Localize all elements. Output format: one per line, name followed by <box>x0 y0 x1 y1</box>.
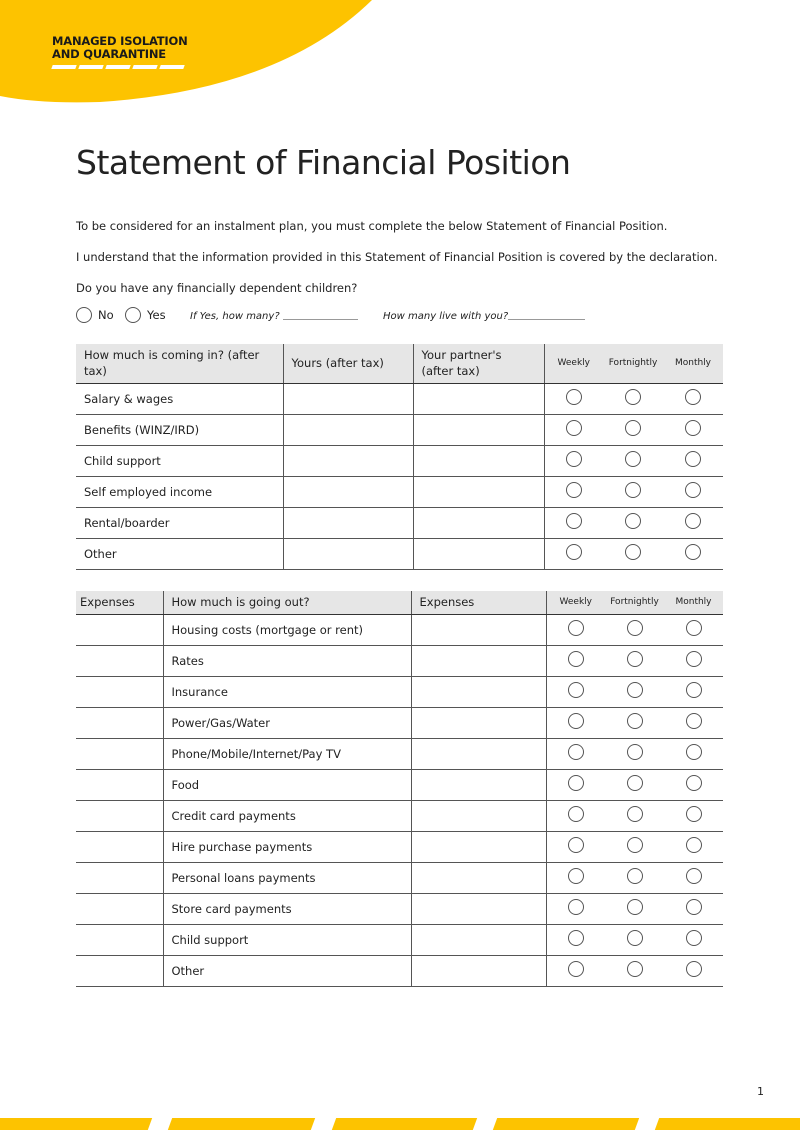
footer-stripe <box>168 1118 315 1130</box>
income-source-label: Salary & wages <box>76 383 283 414</box>
expense-fortnightly-radio[interactable] <box>627 806 643 822</box>
income-weekly-radio[interactable] <box>566 389 582 405</box>
footer-stripe <box>655 1118 800 1130</box>
expense-weekly-radio[interactable] <box>568 620 584 636</box>
fortnightly-cell <box>605 924 664 955</box>
expense-fortnightly-radio[interactable] <box>627 930 643 946</box>
expense-monthly-radio[interactable] <box>686 713 702 729</box>
expense-label: Other <box>163 955 411 986</box>
expense-row <box>76 862 723 893</box>
expense-category-input[interactable] <box>76 738 163 769</box>
monthly-cell <box>664 676 723 707</box>
radio-no[interactable] <box>76 307 92 323</box>
partner-amount-input[interactable] <box>413 414 544 445</box>
monthly-cell <box>664 955 723 986</box>
weekly-cell <box>546 924 605 955</box>
expense-monthly-radio[interactable] <box>686 651 702 667</box>
expense-weekly-radio[interactable] <box>568 930 584 946</box>
expense-monthly-radio[interactable] <box>686 961 702 977</box>
income-row <box>76 507 723 538</box>
income-monthly-radio[interactable] <box>685 482 701 498</box>
expense-weekly-radio[interactable] <box>568 806 584 822</box>
expenses-amount-header: Expenses <box>411 591 546 614</box>
income-row <box>76 414 723 445</box>
expense-category-input[interactable] <box>76 769 163 800</box>
expense-fortnightly-radio[interactable] <box>627 899 643 915</box>
radio-yes[interactable] <box>125 307 141 323</box>
income-row <box>76 383 723 414</box>
monthly-cell <box>663 538 723 569</box>
expense-row <box>76 800 723 831</box>
yours-amount-input[interactable] <box>283 538 413 569</box>
expense-fortnightly-radio[interactable] <box>627 868 643 884</box>
expense-weekly-radio[interactable] <box>568 775 584 791</box>
expense-row <box>76 738 723 769</box>
fortnightly-cell <box>605 645 664 676</box>
monthly-cell <box>664 924 723 955</box>
income-weekly-radio[interactable] <box>566 482 582 498</box>
partner-amount-input[interactable] <box>413 538 544 569</box>
expense-row <box>76 707 723 738</box>
fortnightly-cell <box>605 955 664 986</box>
expense-fortnightly-radio[interactable] <box>627 775 643 791</box>
monthly-cell <box>664 614 723 645</box>
expense-category-input[interactable] <box>76 924 163 955</box>
expense-amount-input[interactable] <box>411 955 546 986</box>
income-row <box>76 445 723 476</box>
income-fortnightly-radio[interactable] <box>625 389 641 405</box>
expense-label: Personal loans payments <box>163 862 411 893</box>
income-row <box>76 538 723 569</box>
expense-fortnightly-radio[interactable] <box>627 620 643 636</box>
weekly-cell <box>544 507 603 538</box>
fortnightly-cell <box>605 800 664 831</box>
fortnightly-cell <box>605 676 664 707</box>
fortnightly-cell <box>605 862 664 893</box>
income-source-label: Benefits (WINZ/IRD) <box>76 414 283 445</box>
expense-weekly-radio[interactable] <box>568 868 584 884</box>
fortnightly-col-header: Fortnightly <box>605 591 664 614</box>
income-monthly-radio[interactable] <box>685 544 701 560</box>
weekly-cell <box>546 676 605 707</box>
expense-label: Housing costs (mortgage or rent) <box>163 614 411 645</box>
expense-row <box>76 924 723 955</box>
monthly-cell <box>663 507 723 538</box>
income-source-label: Child support <box>76 445 283 476</box>
expense-label: Child support <box>163 924 411 955</box>
weekly-cell <box>546 707 605 738</box>
fortnightly-cell <box>605 738 664 769</box>
expense-label: Phone/Mobile/Internet/Pay TV <box>163 738 411 769</box>
option-yes-label: Yes <box>147 308 166 322</box>
fortnightly-cell <box>603 507 663 538</box>
expense-row <box>76 955 723 986</box>
how-many-input[interactable] <box>283 319 358 320</box>
expense-monthly-radio[interactable] <box>686 806 702 822</box>
income-header-row <box>76 344 723 383</box>
fortnightly-cell <box>605 831 664 862</box>
monthly-cell <box>664 645 723 676</box>
expense-weekly-radio[interactable] <box>568 713 584 729</box>
children-question: Do you have any financially dependent children? <box>76 281 358 295</box>
fortnightly-cell <box>603 476 663 507</box>
monthly-cell <box>664 707 723 738</box>
live-with-input[interactable] <box>508 319 585 320</box>
fortnightly-col-header: Fortnightly <box>603 344 663 383</box>
expenses-category-header: Expenses <box>76 591 163 614</box>
expense-fortnightly-radio[interactable] <box>627 682 643 698</box>
expense-amount-input[interactable] <box>411 831 546 862</box>
expense-row <box>76 893 723 924</box>
expense-weekly-radio[interactable] <box>568 837 584 853</box>
monthly-cell <box>663 445 723 476</box>
expense-row <box>76 645 723 676</box>
expense-monthly-radio[interactable] <box>686 868 702 884</box>
expense-monthly-radio[interactable] <box>686 682 702 698</box>
expense-weekly-radio[interactable] <box>568 651 584 667</box>
partner-amount-input[interactable] <box>413 476 544 507</box>
expense-amount-input[interactable] <box>411 614 546 645</box>
expense-fortnightly-radio[interactable] <box>627 961 643 977</box>
expense-category-input[interactable] <box>76 676 163 707</box>
yours-amount-input[interactable] <box>283 445 413 476</box>
expense-weekly-radio[interactable] <box>568 961 584 977</box>
expense-label: Power/Gas/Water <box>163 707 411 738</box>
expense-amount-input[interactable] <box>411 707 546 738</box>
expense-amount-input[interactable] <box>411 800 546 831</box>
expense-monthly-radio[interactable] <box>686 930 702 946</box>
monthly-cell <box>664 831 723 862</box>
expense-category-input[interactable] <box>76 831 163 862</box>
option-no[interactable] <box>76 307 114 323</box>
yours-amount-input[interactable] <box>283 476 413 507</box>
yours-amount-input[interactable] <box>283 414 413 445</box>
expense-monthly-radio[interactable] <box>686 744 702 760</box>
monthly-cell <box>663 476 723 507</box>
expense-label: Store card payments <box>163 893 411 924</box>
page-title: Statement of Financial Position <box>76 143 571 182</box>
fortnightly-cell <box>605 614 664 645</box>
weekly-cell <box>544 383 603 414</box>
expense-amount-input[interactable] <box>411 676 546 707</box>
expense-row <box>76 676 723 707</box>
expenses-header-row <box>76 591 723 614</box>
monthly-cell <box>663 383 723 414</box>
income-weekly-radio[interactable] <box>566 451 582 467</box>
declaration-text: I understand that the information provided in this Statement of Financial Position is covered by the declaration. <box>76 250 718 264</box>
expense-fortnightly-radio[interactable] <box>627 651 643 667</box>
income-monthly-radio[interactable] <box>685 389 701 405</box>
expense-label: Credit card payments <box>163 800 411 831</box>
expense-weekly-radio[interactable] <box>568 744 584 760</box>
weekly-cell <box>546 614 605 645</box>
yours-amount-input[interactable] <box>283 507 413 538</box>
expense-amount-input[interactable] <box>411 893 546 924</box>
brand-dashes <box>52 65 184 69</box>
income-weekly-radio[interactable] <box>566 544 582 560</box>
income-source-label: Self employed income <box>76 476 283 507</box>
monthly-cell <box>664 800 723 831</box>
expense-amount-input[interactable] <box>411 769 546 800</box>
monthly-cell <box>664 769 723 800</box>
weekly-cell <box>546 862 605 893</box>
option-yes[interactable] <box>125 307 166 323</box>
expense-weekly-radio[interactable] <box>568 899 584 915</box>
fortnightly-cell <box>605 893 664 924</box>
weekly-cell <box>546 955 605 986</box>
monthly-cell <box>664 893 723 924</box>
fortnightly-cell <box>603 414 663 445</box>
weekly-cell <box>546 769 605 800</box>
weekly-cell <box>546 893 605 924</box>
footer-stripe <box>493 1118 639 1130</box>
partner-amount-input[interactable] <box>413 445 544 476</box>
expense-monthly-radio[interactable] <box>686 620 702 636</box>
expense-category-input[interactable] <box>76 955 163 986</box>
how-many-label: If Yes, how many? <box>190 311 280 322</box>
expense-fortnightly-radio[interactable] <box>627 744 643 760</box>
expense-monthly-radio[interactable] <box>686 899 702 915</box>
weekly-cell <box>544 538 603 569</box>
footer-stripe <box>0 1118 152 1130</box>
expense-category-input[interactable] <box>76 645 163 676</box>
weekly-col-header: Weekly <box>544 344 603 383</box>
fortnightly-cell <box>605 769 664 800</box>
fortnightly-cell <box>605 707 664 738</box>
footer-stripe <box>332 1118 477 1130</box>
weekly-cell <box>546 800 605 831</box>
partner-amount-input[interactable] <box>413 507 544 538</box>
weekly-cell <box>546 738 605 769</box>
expense-monthly-radio[interactable] <box>686 837 702 853</box>
expense-row <box>76 614 723 645</box>
monthly-col-header: Monthly <box>663 344 723 383</box>
monthly-cell <box>664 738 723 769</box>
income-fortnightly-radio[interactable] <box>625 544 641 560</box>
intro-text: To be considered for an instalment plan, you must complete the below Statement of Financial Position. <box>76 219 668 233</box>
expense-label: Rates <box>163 645 411 676</box>
expense-weekly-radio[interactable] <box>568 682 584 698</box>
yours-col-header: Yours (after tax) <box>283 344 413 383</box>
brand-logo: MANAGED ISOLATION AND QUARANTINE <box>52 34 188 61</box>
weekly-col-header: Weekly <box>546 591 605 614</box>
income-row <box>76 476 723 507</box>
partner-amount-input[interactable] <box>413 383 544 414</box>
income-weekly-radio[interactable] <box>566 513 582 529</box>
monthly-col-header: Monthly <box>664 591 723 614</box>
partner-col-header: Your partner's (after tax) <box>413 344 544 383</box>
income-fortnightly-radio[interactable] <box>625 451 641 467</box>
monthly-cell <box>664 862 723 893</box>
fortnightly-cell <box>603 383 663 414</box>
weekly-cell <box>546 831 605 862</box>
income-source-label: Other <box>76 538 283 569</box>
income-monthly-radio[interactable] <box>685 513 701 529</box>
income-table <box>76 344 723 570</box>
expenses-table <box>76 591 723 987</box>
going-out-header: How much is going out? <box>163 591 411 614</box>
weekly-cell <box>546 645 605 676</box>
expense-label: Hire purchase payments <box>163 831 411 862</box>
income-fortnightly-radio[interactable] <box>625 420 641 436</box>
live-with-label: How many live with you? <box>383 311 509 322</box>
expense-amount-input[interactable] <box>411 738 546 769</box>
expense-category-input[interactable] <box>76 893 163 924</box>
expense-amount-input[interactable] <box>411 645 546 676</box>
income-monthly-radio[interactable] <box>685 451 701 467</box>
expense-amount-input[interactable] <box>411 924 546 955</box>
expense-category-input[interactable] <box>76 707 163 738</box>
weekly-cell <box>544 414 603 445</box>
income-monthly-radio[interactable] <box>685 420 701 436</box>
monthly-cell <box>663 414 723 445</box>
page-number: 1 <box>757 1085 764 1098</box>
expense-row <box>76 769 723 800</box>
fortnightly-cell <box>603 445 663 476</box>
expense-fortnightly-radio[interactable] <box>627 837 643 853</box>
option-no-label: No <box>98 308 114 322</box>
income-source-label: Rental/boarder <box>76 507 283 538</box>
expense-row <box>76 831 723 862</box>
income-fortnightly-radio[interactable] <box>625 513 641 529</box>
expense-label: Food <box>163 769 411 800</box>
expense-category-input[interactable] <box>76 614 163 645</box>
expense-fortnightly-radio[interactable] <box>627 713 643 729</box>
weekly-cell <box>544 445 603 476</box>
expense-category-input[interactable] <box>76 862 163 893</box>
expense-label: Insurance <box>163 676 411 707</box>
fortnightly-cell <box>603 538 663 569</box>
yours-amount-input[interactable] <box>283 383 413 414</box>
income-col-header: How much is coming in? (after tax) <box>76 344 283 383</box>
expense-category-input[interactable] <box>76 800 163 831</box>
expense-amount-input[interactable] <box>411 862 546 893</box>
weekly-cell <box>544 476 603 507</box>
income-fortnightly-radio[interactable] <box>625 482 641 498</box>
expense-monthly-radio[interactable] <box>686 775 702 791</box>
income-weekly-radio[interactable] <box>566 420 582 436</box>
